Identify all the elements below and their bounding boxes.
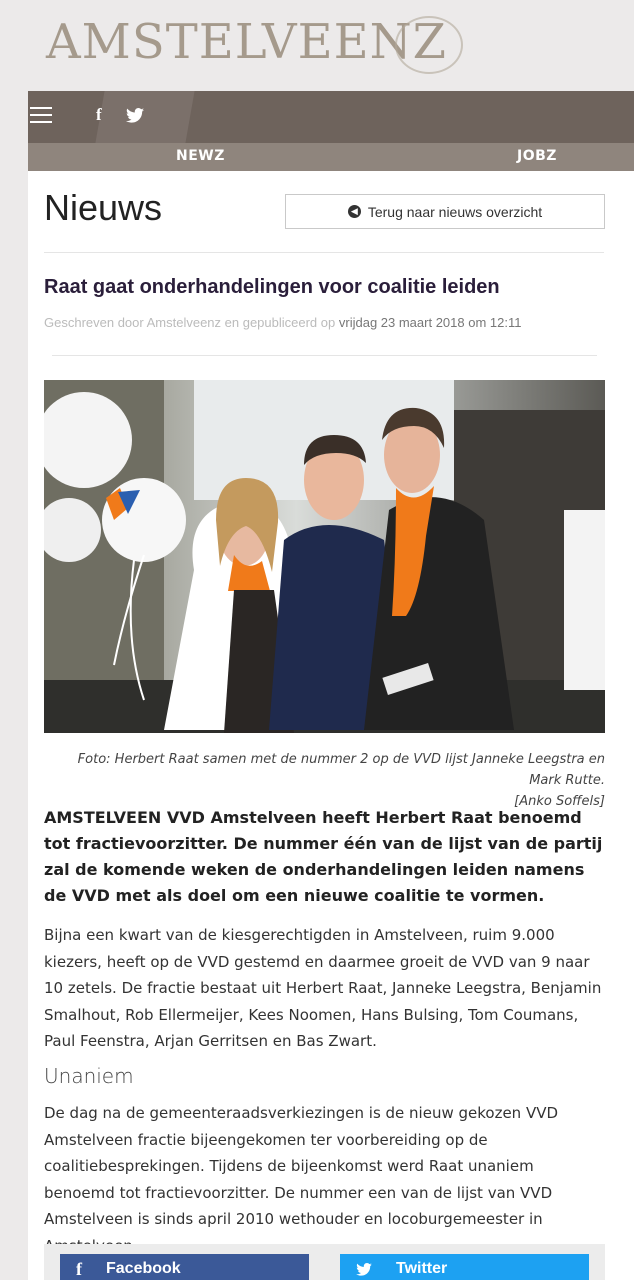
article-lead: AMSTELVEEN VVD Amstelveen heeft Herbert Raat benoemd tot fractievoorzitter. De nummer één van de lijst van de partij zal de komende weken de onderhandelingen leiden namens de VVD met als doel om een nieuwe coalitie te vormen. [44, 808, 603, 905]
byline-prefix: Geschreven door Amstelveenz en gepubliceerd op [44, 315, 336, 330]
facebook-icon: f [76, 1258, 82, 1279]
back-button-label: Terug naar nieuws overzicht [367, 203, 543, 220]
facebook-share-label: Facebook [106, 1260, 181, 1277]
article-paragraph-1: Bijna een kwart van de kiesgerechtigden in Amstelveen, ruim 9.000 kiezers, heeft op de VVD gestemd en daarmee groeit de VVD van 9 naar 10 zetels. De fractie bestaat uit Herbert Raat, Janneke Leegstra, Benjamin Smalhout, Rob Ellermeijer, Kees Noomen, Hans Bulsing, Tom Coumans, Paul Feenstra, Arjan Gerritsen en Bas Zwart. [44, 926, 602, 1050]
article-title: Raat gaat onderhandelingen voor coalitie leiden [44, 276, 500, 298]
nav-item-jobz[interactable]: JOBZ [517, 148, 557, 164]
photo-caption [44, 749, 605, 812]
article-byline [44, 315, 521, 330]
caption-credit: [Anko Soffels] [514, 794, 605, 809]
divider [44, 252, 604, 253]
article-paragraph-2: De dag na de gemeenteraadsverkiezingen is de nieuw gekozen VVD Amstelveen fractie bijeengekomen ter voorbereiding op de coalitiebesprekingen. Tijdens de bijeenkomst werd Raat unaniem benoemd tot fractievoorzitter. De nummer een van de lijst van VVD Amstelveen is sinds april 2010 wethouder en locoburgemeester in [44, 1104, 559, 1228]
facebook-icon[interactable]: f [96, 105, 102, 124]
back-to-news-button[interactable] [285, 194, 605, 229]
arrow-left-circle-icon: ◀ [348, 205, 361, 218]
photo-illustration [44, 380, 605, 733]
divider [52, 355, 597, 356]
twitter-icon[interactable] [126, 108, 144, 123]
hamburger-icon[interactable] [30, 107, 52, 125]
facebook-share-button[interactable] [60, 1254, 309, 1280]
site-logo[interactable] [46, 14, 447, 70]
logo-text: AMSTELVEENZ [46, 14, 448, 70]
article-date: vrijdag 23 maart 2018 om 12:11 [338, 315, 522, 330]
twitter-share-button[interactable] [340, 1254, 589, 1280]
twitter-icon [356, 1263, 372, 1276]
twitter-share-label: Twitter [396, 1260, 448, 1277]
article-subheading: Unaniem [44, 1064, 134, 1088]
logo-ring [395, 16, 463, 74]
share-bar [44, 1244, 605, 1280]
nav-item-newz[interactable]: NEWZ [176, 148, 225, 164]
main-nav [28, 143, 634, 171]
top-bar-stripe [95, 91, 194, 143]
article-card [28, 171, 634, 1280]
top-bar [28, 91, 634, 143]
page-heading: Nieuws [44, 187, 163, 228]
article-photo [44, 380, 605, 733]
caption-line: Foto: Herbert Raat samen met de nummer 2 op de VVD lijst Janneke Leegstra en Mark Rutte. [77, 752, 605, 788]
